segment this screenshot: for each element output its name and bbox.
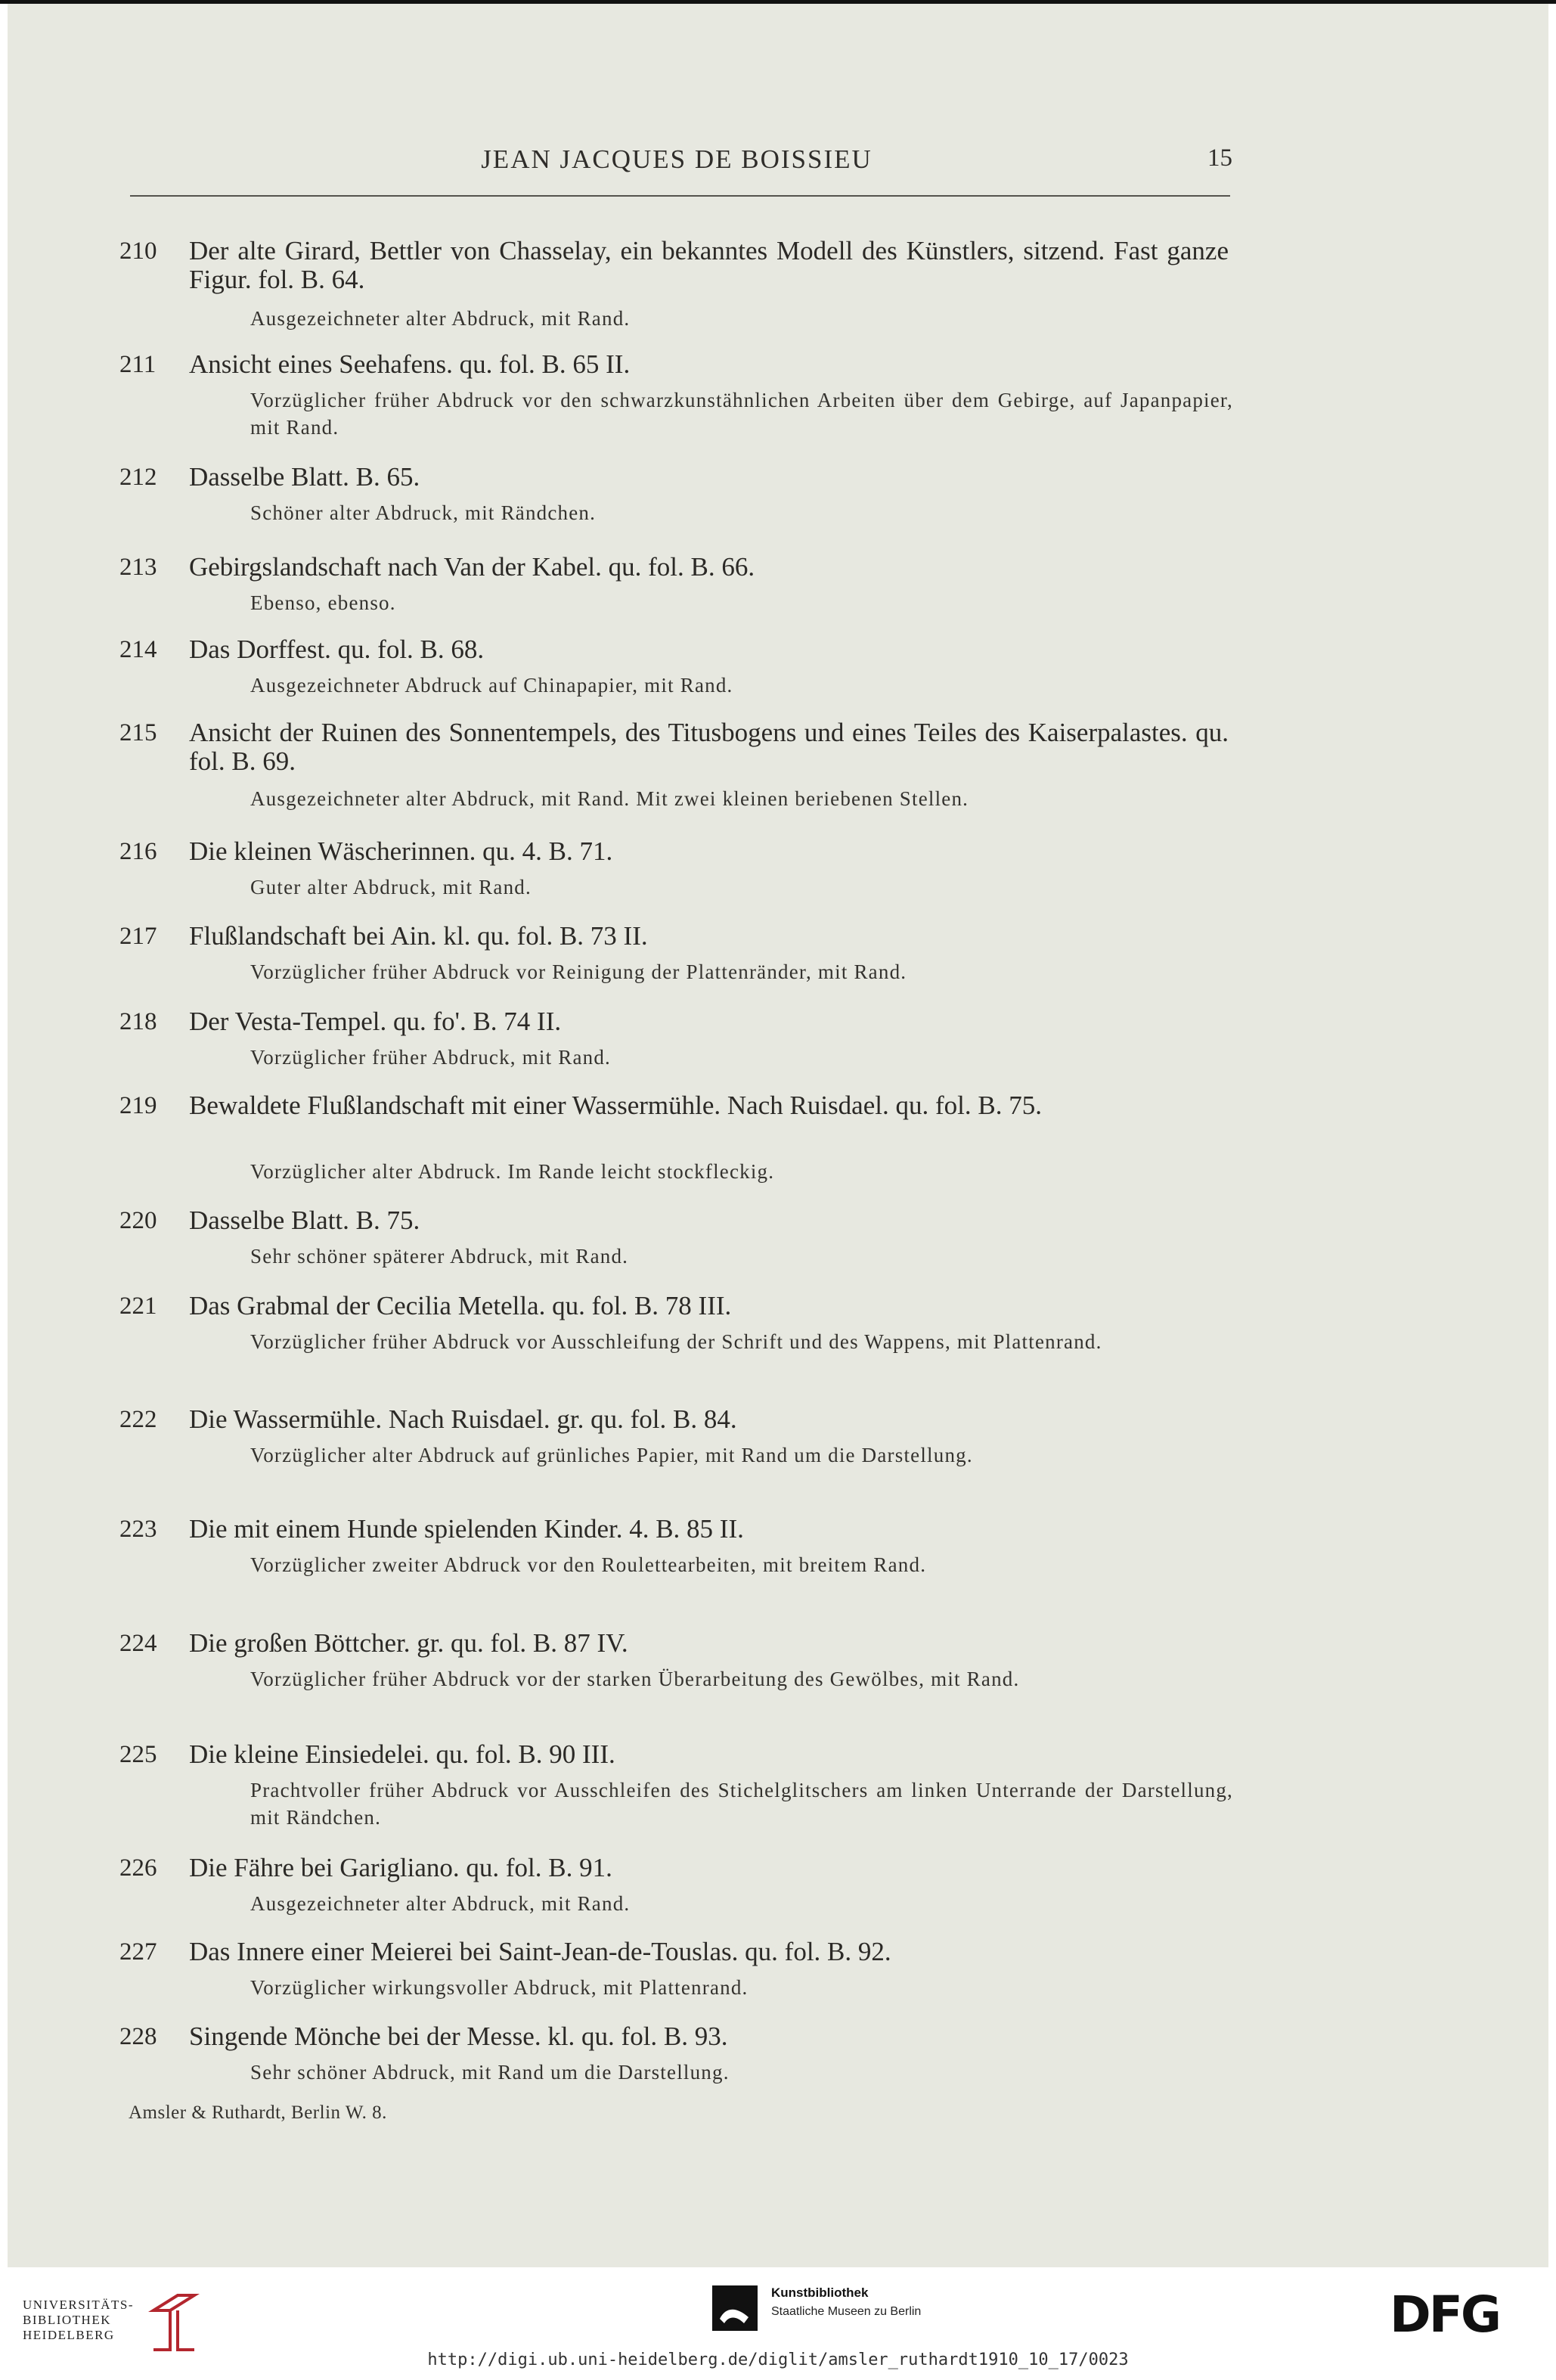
entry-number: 226 — [119, 1854, 157, 1882]
entry-number: 213 — [119, 554, 157, 581]
entry-note: Guter alter Abdruck, mit Rand. — [250, 876, 532, 898]
entry-title: Das Innere einer Meierei bei Saint-Jean-de-Touslas. qu. fol. B. 92. — [189, 1937, 891, 1966]
kunstbibliothek-subtitle: Staatliche Museen zu Berlin — [771, 2305, 922, 2318]
kunstbibliothek-name: Kunstbibliothek — [771, 2285, 869, 2300]
entry-title: Flußlandschaft bei Ain. kl. qu. fol. B. 73 II. — [189, 921, 648, 951]
entry-note: Vorzüglicher alter Abdruck. Im Rande leicht stockfleckig. — [250, 1160, 775, 1183]
entry-title: Dasselbe Blatt. B. 75. — [189, 1206, 420, 1235]
entry-number: 222 — [119, 1406, 157, 1433]
entry-note: Vorzüglicher zweiter Abdruck vor den Roulettearbeiten, mit breitem Rand. — [250, 1553, 927, 1576]
entry-title: Das Dorffest. qu. fol. B. 68. — [189, 635, 485, 664]
entry-title: Die kleine Einsiedelei. qu. fol. B. 90 III. — [189, 1739, 615, 1769]
entry-title: Die großen Böttcher. gr. qu. fol. B. 87 IV. — [189, 1628, 628, 1658]
entry-number: 214 — [119, 636, 157, 663]
entry-number: 212 — [119, 464, 157, 491]
entry-note: Vorzüglicher früher Abdruck vor Ausschleifung der Schrift und des Wappens, mit Plattenrand. — [250, 1330, 1102, 1353]
entry-number: 224 — [119, 1630, 157, 1657]
entry-note: Prachtvoller früher Abdruck vor Ausschleifen des Stichelglitschers am linken Unterrande der Darstellung, mit Rändchen. — [250, 1779, 1233, 1829]
entry-title: Singende Mönche bei der Messe. kl. qu. fol. B. 93. — [189, 2022, 728, 2051]
entry-title: Ansicht der Ruinen des Sonnentempels, des Titusbogens und eines Teiles des Kaiserpalastes. qu. fol. B. 69. — [189, 718, 1229, 776]
entry-note: Schöner alter Abdruck, mit Rändchen. — [250, 501, 597, 524]
entry-note: Vorzüglicher alter Abdruck auf grünliches Papier, mit Rand um die Darstellung. — [250, 1444, 973, 1466]
entry-note: Ebenso, ebenso. — [250, 591, 396, 614]
entry-number: 216 — [119, 838, 157, 865]
entry-title: Die mit einem Hunde spielenden Kinder. 4. B. 85 II. — [189, 1514, 744, 1544]
entry-number: 220 — [119, 1207, 157, 1234]
entry-note: Ausgezeichneter alter Abdruck, mit Rand. — [250, 1892, 631, 1915]
university-library-name: UNIVERSITÄTS- BIBLIOTHEK HEIDELBERG — [23, 2298, 134, 2342]
university-library-icon — [147, 2288, 200, 2356]
entry-title: Der alte Girard, Bettler von Chasselay, ein bekanntes Modell des Künstlers, sitzend. Fast ganze Figur. fol. B. 64. — [189, 236, 1229, 294]
entry-title: Ansicht eines Seehafens. qu. fol. B. 65 II. — [189, 349, 631, 379]
catalogue-entries — [8, 4, 1548, 2121]
entry-number: 218 — [119, 1008, 157, 1035]
entry-number: 228 — [119, 2023, 157, 2050]
entry-title: Der Vesta-Tempel. qu. fo'. B. 74 II. — [189, 1007, 562, 1036]
entry-title: Dasselbe Blatt. B. 65. — [189, 462, 420, 492]
entry-note: Vorzüglicher wirkungsvoller Abdruck, mit Plattenrand. — [250, 1976, 749, 1999]
entry-note: Vorzüglicher früher Abdruck vor Reinigung der Plattenränder, mit Rand. — [250, 960, 907, 983]
scanned-page — [8, 4, 1548, 2267]
entry-title: Die Fähre bei Garigliano. qu. fol. B. 91. — [189, 1853, 612, 1882]
kunstbibliothek-icon — [711, 2284, 759, 2332]
entry-number: 221 — [119, 1292, 157, 1320]
page-number: 15 — [1207, 144, 1232, 172]
entry-number: 227 — [119, 1938, 157, 1966]
entry-number: 223 — [119, 1516, 157, 1543]
entry-number: 219 — [119, 1092, 157, 1119]
entry-note: Ausgezeichneter Abdruck auf Chinapapier, mit Rand. — [250, 674, 733, 697]
entry-number: 210 — [119, 237, 157, 265]
entry-note: Ausgezeichneter alter Abdruck, mit Rand. Mit zwei kleinen beriebenen Stellen. — [250, 787, 969, 810]
entry-title: Die Wassermühle. Nach Ruisdael. gr. qu. fol. B. 84. — [189, 1404, 737, 1434]
entry-number: 215 — [119, 719, 157, 746]
running-title: JEAN JACQUES DE BOISSIEU — [481, 144, 873, 174]
entry-number: 225 — [119, 1741, 157, 1768]
entry-note: Sehr schöner späterer Abdruck, mit Rand. — [250, 1245, 629, 1268]
university-library-logo[interactable] — [23, 2284, 197, 2352]
dfg-logo[interactable]: DFG — [1390, 2285, 1500, 2344]
entry-note: Ausgezeichneter alter Abdruck, mit Rand. — [250, 307, 631, 330]
permalink-url[interactable]: http://digi.ub.uni-heidelberg.de/diglit/amsler_ruthardt1910_10_17/0023 — [427, 2351, 1129, 2369]
entry-title: Die kleinen Wäscherinnen. qu. 4. B. 71. — [189, 836, 613, 866]
digitization-footer — [0, 2267, 1556, 2380]
entry-title: Gebirgslandschaft nach Van der Kabel. qu. fol. B. 66. — [189, 552, 755, 582]
entry-number: 217 — [119, 923, 157, 950]
entry-title: Bewaldete Flußlandschaft mit einer Wassermühle. Nach Ruisdael. qu. fol. B. 75. — [189, 1091, 1042, 1120]
publisher-imprint: Amsler & Ruthardt, Berlin W. 8. — [129, 2102, 387, 2123]
entry-note: Sehr schöner Abdruck, mit Rand um die Darstellung. — [250, 2061, 730, 2084]
entry-note: Vorzüglicher früher Abdruck, mit Rand. — [250, 1046, 611, 1069]
entry-note: Vorzüglicher früher Abdruck vor der starken Überarbeitung des Gewölbes, mit Rand. — [250, 1668, 1020, 1690]
entry-number: 211 — [119, 351, 157, 378]
entry-note: Vorzüglicher früher Abdruck vor den schwarzkunstähnlichen Arbeiten über dem Gebirge, auf Japanpapier, mit Rand. — [250, 389, 1233, 439]
entry-title: Das Grabmal der Cecilia Metella. qu. fol. B. 78 III. — [189, 1291, 732, 1320]
kunstbibliothek-logo[interactable] — [711, 2284, 1013, 2337]
